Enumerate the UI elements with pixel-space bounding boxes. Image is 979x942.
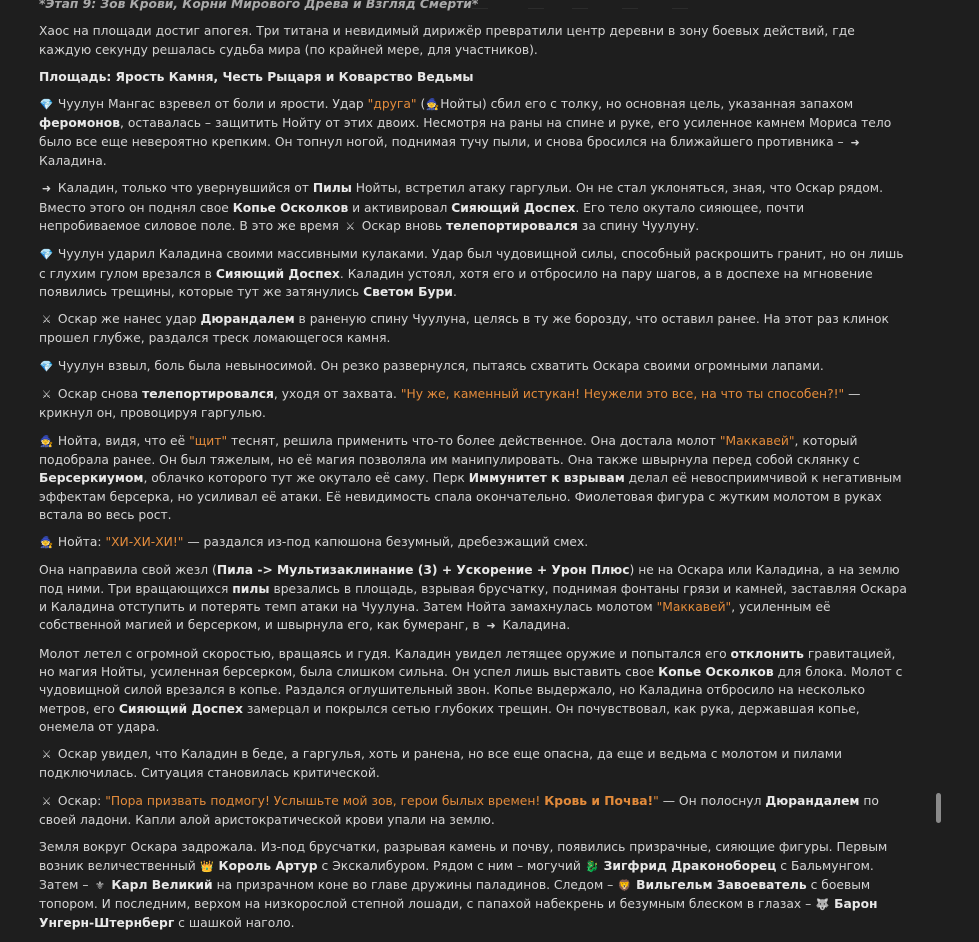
swords-icon: ⚔ (345, 219, 356, 233)
paragraph: Молот летел с огромной скоростью, вращаясь и гудя. Каладин увидел летящее оружие и попытался его отклонить гравитацией, но магия Нойты, усиленная берсерком, была слишком сильна. Он успел лишь выставить свое Копье Осколков для блока. Молот с чудовищной силой врезался в копье. Раздался оглушительный звон. Копье выдержало, но Каладина отбросило на несколько метров, его Сияющий Доспех замерцал и покрылся сетью глубоких трещин. Он почувствовал, как рука, державшая копье, онемела от удара. (39, 646, 903, 734)
paragraph: 💎 Чуулун ударил Каладина своими массивными кулаками. Удар был чудовищной силы, способный раскрошить гранит, но он лишь с глухим гулом врезался в Сияющий Доспех. Каладин устоял, хотя его и отбросило на пару шагов, а в доспехе на мгновение появились трещины, которые тут же затянулись Светом Бури. (39, 247, 904, 299)
paragraph: 🧙 Нойта, видя, что её "щит" теснят, решила применить что-то более действенное. Она достала молот "Маккавей", который подобрала ранее. Он был тяжелым, но её магия позволяла им манипулировать. Она также швырнула перед собой склянку с Берсеркиумом, облачко которого тут же окутало её саму. Перк Иммунитет к взрывам делал её невосприимчивой к негативным эффектам берсерка, но усиливал её атаки. Её невидимость спала окончательно. Фиолетовая фигура с жутким молотом в руках встала во весь рост. (39, 433, 902, 522)
paragraph: ⚔ Оскар снова телепортировался, уходя от захвата. "Ну же, каменный истукан! Неужели это все, на что ты способен?!" — крикнул он, провоцируя гаргулью. (39, 387, 861, 421)
spear-icon: ➜ (850, 135, 860, 149)
paragraph: 💎 Чуулун взвыл, боль была невыносимой. Он резко развернулся, пытаясь схватить Оскара своими огромными лапами. (39, 357, 909, 376)
mage-icon: 🧙 (39, 434, 54, 448)
spear-icon: ➜ (41, 182, 52, 196)
gem-icon: 💎 (39, 248, 54, 262)
wolf-icon: 🐺 (815, 898, 830, 912)
section-title: Площадь: Ярость Камня, Честь Рыцаря и Коварство Ведьмы (39, 69, 474, 84)
lion-icon: 🦁 (617, 878, 632, 892)
gem-icon: 💎 (39, 98, 54, 112)
crown-icon: 👑 (200, 859, 214, 873)
mage-icon: 🧙 (425, 98, 440, 112)
dragon-icon: 🐉 (585, 859, 600, 873)
paragraph: Она направила свой жезл (Пила -> Мультизаклинание (3) + Ускорение + Урон Плюс) не на Оскара или Каладина, а на землю под ними. Три вращающихся пилы врезались в площадь, взрывая брусчатку, поднимая фонтаны грязи и камней, заставляя Оскара и Каладина отступить и потерять темп атаки на Чуулуна. Затем Нойта замахнулась молотом "Маккавей", усиленным её собственной магией и берсерком, и швырнула его, как бумеранг, в ➜ Каладина. (39, 561, 909, 635)
paragraph: ⚔ Оскар же нанес удар Дюрандалем в раненую спину Чуулуна, целясь в ту же борозду, что оставил ранее. На этот раз клинок прошел глубже, раздался треск ломающегося камня. (39, 312, 889, 346)
paragraph: ➜ Каладин, только что увернувшийся от Пилы Нойты, встретил атаку гаргульи. Он не стал уклоняться, зная, что Оскар рядом. Вместо этого он поднял свое Копье Осколков и активировал Сияющий Доспех. Его тело окутало сияющее, почти непробиваемое силовое поле. В это же время ⚔ Оскар вновь телепортировался за спину Чуулуну. (39, 179, 909, 236)
stage-heading: *Этап 9: Зов Крови, Корни Мирового Древа и Взгляд Смерти* (39, 0, 479, 11)
swords-icon: ⚔ (41, 388, 52, 402)
paragraph: ⚔ Оскар: "Пора призвать подмогу! Услышьте мой зов, герои былых времен! Кровь и Почва!" — Он полоснул Дюрандалем по своей ладони. Капли алой аристократической крови упали на землю. (39, 793, 879, 827)
swords-icon: ⚔ (41, 794, 52, 808)
swords-icon: ⚔ (41, 748, 52, 762)
paragraph: Земля вокруг Оскара задрожала. Из-под брусчатки, разрывая камень и почву, появились призрачные, сияющие фигуры. Первым возник величественный 👑 Король Артур с Экскалибуром. Рядом с ним – могучий 🐉 Зигфрид Драконоборец с Бальмунгом. Затем – ⚜ Карл Великий на призрачном коне во главе дружины паладинов. Следом – 🦁 Вильгельм Завоеватель с боевым топором. И последним, верхом на низкорослой степной лошади, с папахой набекрень и безумным блеском в глазах – 🐺 Барон Унгерн-Штернберг с шашкой наголо. (39, 840, 888, 931)
paragraph: 🧙 Нойта: "ХИ-ХИ-ХИ!" — раздался из-под капюшона безумный, дребезжащий смех. (39, 533, 909, 552)
fleur-de-lis-icon: ⚜ (94, 878, 105, 892)
paragraph: Хаос на площади достиг апогея. Три титана и невидимый дирижёр превратили центр деревни в зону боевых действий, где каждую секунду решалась судьба мира (по крайней мере, для участников). (39, 24, 855, 57)
spear-icon: ➜ (486, 619, 496, 633)
gem-icon: 💎 (39, 359, 54, 373)
swords-icon: ⚔ (41, 313, 52, 327)
message-content (39, 0, 909, 942)
scrollbar-thumb[interactable] (936, 793, 941, 823)
mage-icon: 🧙 (39, 536, 54, 550)
paragraph: ⚔ Оскар увидел, что Каладин в беде, а гаргулья, хоть и ранена, но все еще опасна, да еще и ведьма с молотом и пилами подключилась. Ситуация становилась критической. (39, 747, 843, 781)
paragraph: 💎 Чуулун Мангас взревел от боли и ярости. Удар "друга" (🧙Нойты) сбил его с толку, но основная цель, указанная запахом феромонов, оставалась – защитить Нойту от этих двоих. Несмотря на раны на спине и руке, его усиленное камнем Мориса тело было все еще невероятно крепким. Он топнул ногой, поднимая тучу пыли, и снова бросился на ближайшего противника – ➜ Каладина. (39, 97, 892, 169)
